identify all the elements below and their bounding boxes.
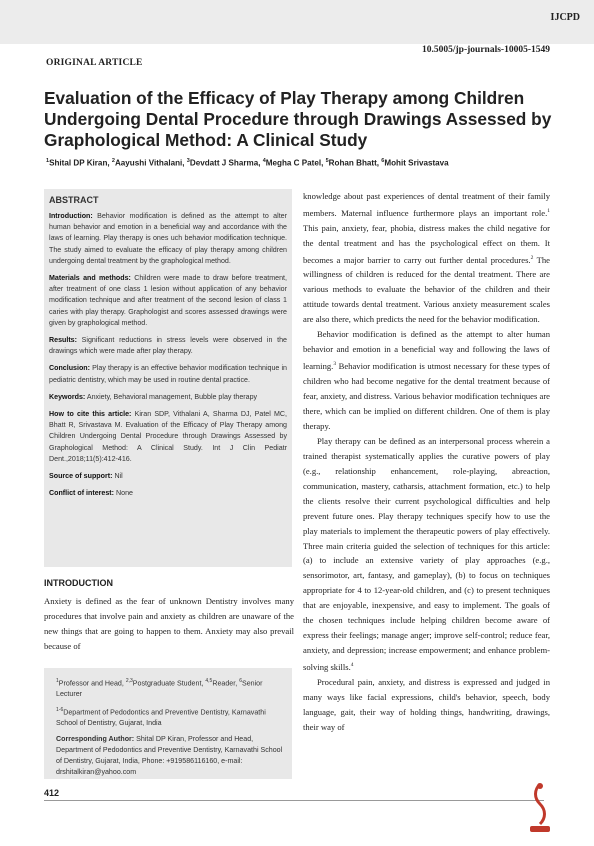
author-list: $^1$Shital DP Kiran, $^2$Aayushi Vithalani, $^3$Devdatt J Sharma, $^4$Megha C Patel, $^5$Rohan Bhatt, $^6$Mohit Srivastava <box>46 158 449 168</box>
author-roles: $^1$Professor and Head, $^{2,3}$Postgraduate Student, $^{4,5}$Reader, $^6$Senior Lecturer <box>56 678 263 699</box>
conflict-of-interest: Conflict of interest: None <box>49 489 133 498</box>
corresponding-author: Corresponding Author: Shital DP Kiran, Professor and Head, Department of Pedodontics and Preventive Dentistry, Karnavathi School of Dentistry, Gujarat, India, Phone: +919586116160, e-mail: drshitalkiran@yahoo.com <box>56 735 283 777</box>
abstract-conclusion: Conclusion: Play therapy is an effective behavior modification technique in pediatric dentistry, which may be used in routine dental practice. <box>49 364 287 384</box>
source-of-support: Source of support: Nil <box>49 472 123 481</box>
abstract-methods: Materials and methods: Children were made to draw before treatment, after treatment of one class 1 lesion without application of any behavior modification technique and after treatment of the second lesion of class 1 caries with play therapy. Graphologist and scores assessed drawings were given by graphological method. <box>49 274 287 327</box>
author-name: Megha C Patel <box>265 158 322 168</box>
paragraph: knowledge about past experiences of dental treatment of their family members. Maternal influence furthermore plays an important role.$^1$ This pain, anxiety, fear, phobia, distress makes the child negative for the dental treatment and has the psychological effect on them. It becomes a major barrier to carry out further dental procedures.$^2$ The willingness of children is reduced for the dental treatment. There are various methods to evaluate the behavior of the children and their attitude towards dental treatment. Various anxiety measurement scales are also there, which predicts the need for the behavior modification. <box>303 191 551 325</box>
introduction-text: Anxiety is defined as the fear of unknown Dentistry involves many procedures that involve pain and anxiety as children are unaware of the new things that are going to happen to them. Anxiety may also prevail because of <box>44 596 294 651</box>
article-title: Evaluation of the Efficacy of Play Therapy among Children Undergoing Dental Procedure through Drawings Assessed by Graphological Method: A Clinical Study <box>44 88 552 150</box>
page-number: 412 <box>44 788 60 798</box>
abstract-box <box>44 189 292 567</box>
abstract-heading: ABSTRACT <box>49 195 99 205</box>
affiliation: $^{1-6}$Department of Pedodontics and Preventive Dentistry, Karnavathi School of Dentistry, Gujarat, India <box>56 707 266 728</box>
doi[interactable]: 10.5005/jp-journals-10005-1549 <box>422 45 550 55</box>
author-name: Aayushi Vithalani <box>114 158 183 168</box>
journal-name: IJCPD <box>550 12 580 23</box>
introduction-heading: INTRODUCTION <box>44 578 113 588</box>
journal-header-bar <box>0 0 594 44</box>
paragraph: Play therapy can be defined as an interpersonal process wherein a trained therapist systematically applies the curative powers of play (e.g., relationship enhancement, role-playing, abreaction, communication, mastery, catharsis, attachment formation, etc.) to help the clients resolve their current psychological difficulties and help prevent future ones. Play therapy techniques specify how to use the play materials to implement the therapeutic powers of play effectively. Three main criteria guided the selection of techniques for this article: (a) to include an extensive variety of play approaches (e.g., sensorimotor, art, fantasy, and gameplay), (b) to focus on techniques appropriate for 4 to 12-year-old children, and (c) to present techniques that are enjoyable, inexpensive, and easy to implement. The goals of the chosen techniques include helping children become aware of express their feelings; manage anger; improve self-control; reduce fear, anxiety, and depression; increase empowerment; and enhance problem-solving skills.$^4$ <box>303 435 550 672</box>
abstract-keywords: Keywords: Anxiety, Behavioral management, Bubble play therapy <box>49 392 258 401</box>
paragraph: Procedural pain, anxiety, and distress is expressed and judged in many ways like facial expressions, child's behavior, speech, body language, gait, their way of holding things, handwriting, drawings, their way of <box>303 676 550 732</box>
author-name: Mohit Srivastava <box>384 158 449 168</box>
article-type: ORIGINAL ARTICLE <box>46 58 143 68</box>
author-name: Rohan Bhatt <box>328 158 377 168</box>
paragraph: Behavior modification is defined as the attempt to alter human behavior and emotion in a beneficial way and following the laws of learning.$^3$ Behavior modification is utmost necessary for these types of children who had become negative for the dental treatment because of fear, anxiety, and distress. Various behavior modification techniques are there, which can be implied on different children. One of them is play therapy. <box>303 329 550 431</box>
how-to-cite: How to cite this article: Kiran SDP, Vithalani A, Sharma DJ, Patel MC, Bhatt R, Srivastava M. Evaluation of the Efficacy of Play Therapy among Children Undergoing Dental Procedure through Drawings Assessed by Graphological Method: A Clinical Study. Int J Clin Pediatr Dent.,2018;11(5):412-416. <box>49 410 287 463</box>
author-name: Devdatt J Sharma <box>189 158 259 168</box>
footer-rule <box>44 800 544 801</box>
abstract-results: Results: Significant reductions in stress levels were observed in the drawings which were made after play therapy. <box>49 336 287 356</box>
publisher-logo-icon <box>526 780 554 836</box>
author-affiliations <box>44 668 292 779</box>
body-text-right-column <box>303 189 550 735</box>
author-name: Shital DP Kiran <box>49 158 108 168</box>
abstract-introduction: Introduction: Behavior modification is defined as the attempt to alter human behavior and emotion in a beneficial way and accordance with the laws of learning. Play therapy is ones uch behavior modification technique. The study aimed to evaluate the efficacy of play therapy among children undergoing dental treatment by the graphological method. <box>49 212 287 265</box>
